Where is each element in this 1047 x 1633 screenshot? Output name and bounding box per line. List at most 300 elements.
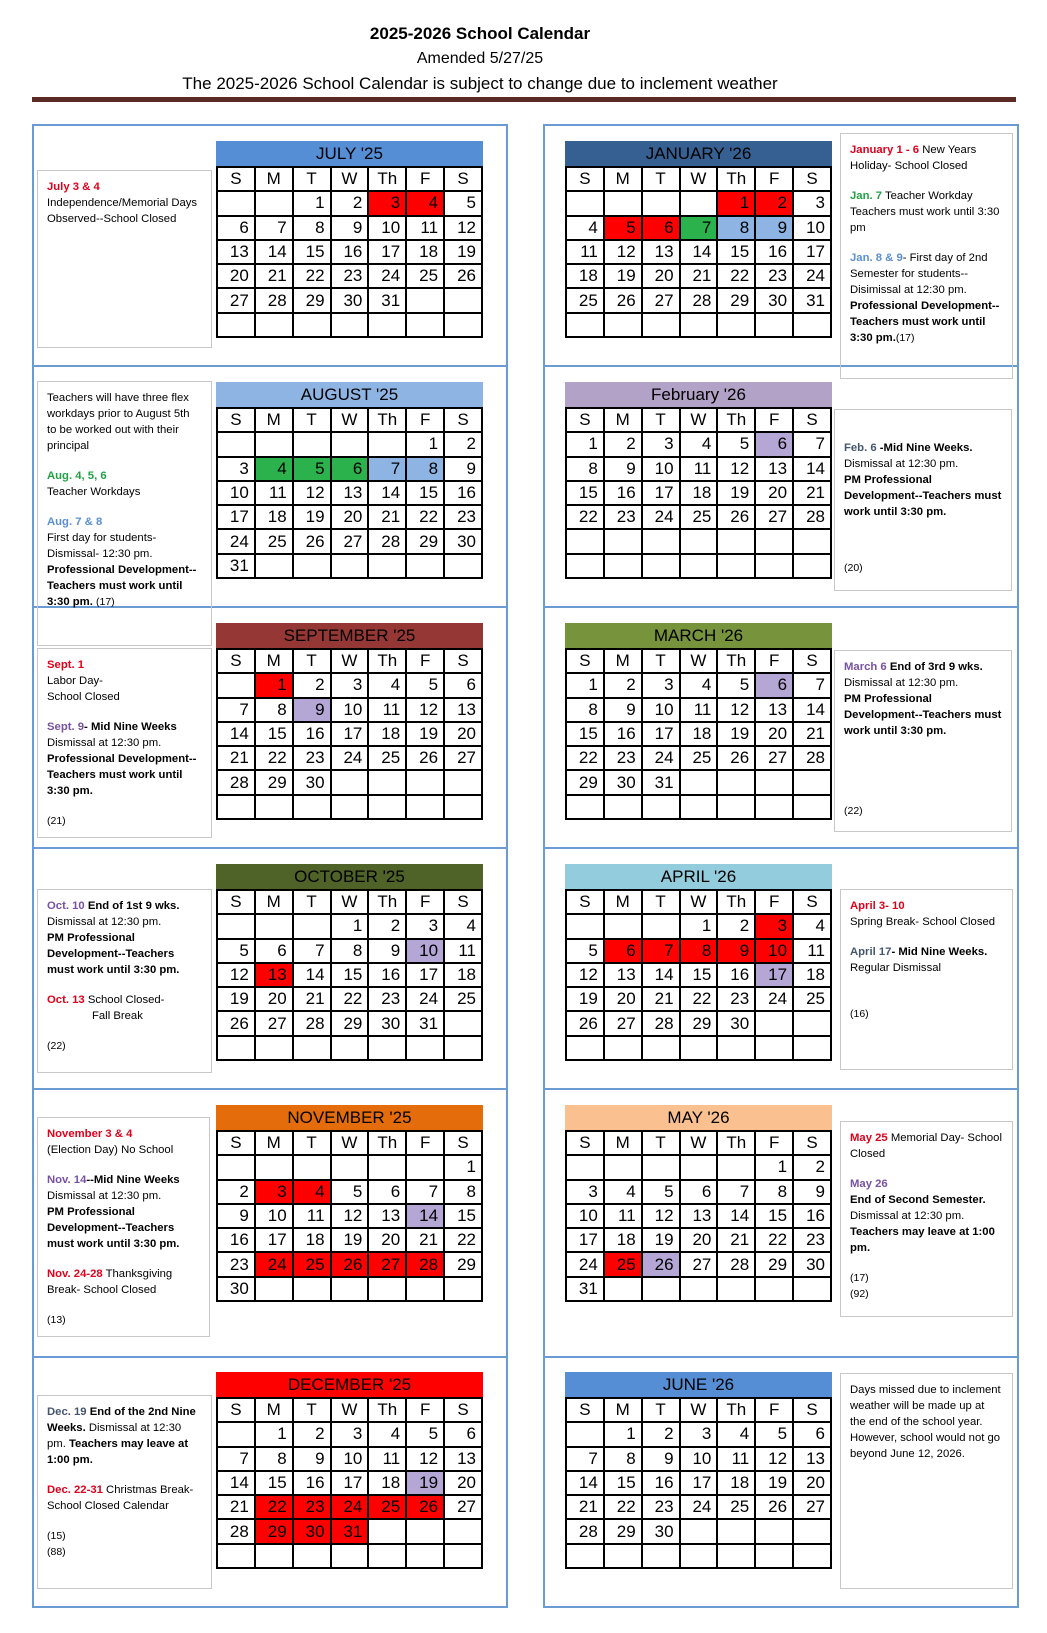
day-cell: 18 bbox=[406, 240, 444, 264]
day-cell: 25 bbox=[604, 1252, 642, 1276]
empty-day-cell bbox=[368, 795, 406, 819]
day-cell: 25 bbox=[680, 505, 718, 529]
note-heading: End of the 2nd Nine Weeks. bbox=[47, 1406, 196, 1434]
day-cell: 26 bbox=[604, 288, 642, 312]
day-cell: 27 bbox=[255, 1011, 293, 1035]
day-cell: 14 bbox=[642, 963, 680, 987]
day-cell: 14 bbox=[566, 1471, 604, 1495]
note-date: Nov. 24-28 bbox=[47, 1268, 103, 1280]
day-cell: 6 bbox=[368, 1180, 406, 1204]
empty-day-cell bbox=[680, 1036, 718, 1060]
calendar-title: 2025-2026 School Calendar bbox=[369, 24, 591, 43]
note-text: PM Professional Development--Teachers must work until 3:30 pm. bbox=[844, 474, 1002, 518]
day-cell: 27 bbox=[444, 1495, 482, 1519]
day-cell: 2 bbox=[368, 914, 406, 938]
day-cell: 26 bbox=[642, 1252, 680, 1276]
day-of-week-header: F bbox=[406, 890, 444, 914]
empty-day-cell bbox=[255, 554, 293, 578]
empty-day-cell bbox=[217, 1155, 255, 1179]
note-date: Aug. 7 & 8 bbox=[47, 516, 103, 528]
empty-day-cell bbox=[793, 795, 831, 819]
day-cell: 27 bbox=[680, 1252, 718, 1276]
day-of-week-header: F bbox=[755, 1398, 793, 1422]
empty-day-cell bbox=[717, 313, 755, 337]
day-of-week-header: T bbox=[293, 408, 331, 432]
day-cell: 8 bbox=[566, 457, 604, 481]
note-heading: End of 1st 9 wks. bbox=[87, 900, 180, 912]
empty-day-cell bbox=[331, 554, 369, 578]
empty-day-cell bbox=[755, 1277, 793, 1301]
day-cell: 24 bbox=[793, 264, 831, 288]
day-cell: 16 bbox=[755, 240, 793, 264]
note-january bbox=[840, 133, 1013, 379]
day-cell: 17 bbox=[566, 1228, 604, 1252]
day-cell: 6 bbox=[444, 673, 482, 697]
day-cell: 3 bbox=[680, 1422, 718, 1446]
day-cell: 11 bbox=[793, 939, 831, 963]
day-cell: 11 bbox=[680, 698, 718, 722]
empty-day-cell bbox=[217, 1544, 255, 1568]
note-date: Dec. 22-31 bbox=[47, 1484, 103, 1496]
day-cell: 1 bbox=[566, 432, 604, 456]
empty-day-cell bbox=[255, 795, 293, 819]
day-cell: 9 bbox=[604, 698, 642, 722]
day-cell: 29 bbox=[566, 770, 604, 794]
day-cell: 11 bbox=[255, 481, 293, 505]
note-text: (Election Day) No School bbox=[47, 1144, 174, 1156]
day-cell: 24 bbox=[566, 1252, 604, 1276]
day-cell: 12 bbox=[717, 698, 755, 722]
empty-day-cell bbox=[368, 432, 406, 456]
note-text: Teachers will have three flex workdays prior to August 5th to be worked out with their principal bbox=[47, 392, 190, 452]
empty-day-cell bbox=[368, 770, 406, 794]
day-cell: 26 bbox=[717, 505, 755, 529]
note-text: Memorial Day- School Closed bbox=[850, 1132, 1002, 1160]
day-of-week-header: Th bbox=[717, 1131, 755, 1155]
empty-day-cell bbox=[406, 554, 444, 578]
day-cell: 30 bbox=[793, 1252, 831, 1276]
day-cell: 23 bbox=[717, 987, 755, 1011]
day-cell: 6 bbox=[642, 216, 680, 240]
day-cell: 11 bbox=[368, 1447, 406, 1471]
note-heading: - Mid Nine Weeks. bbox=[891, 946, 988, 958]
day-of-week-header: S bbox=[566, 1131, 604, 1155]
day-of-week-header: M bbox=[604, 1131, 642, 1155]
note-count: (17) bbox=[895, 332, 915, 344]
day-cell: 29 bbox=[680, 1011, 718, 1035]
day-cell: 9 bbox=[717, 939, 755, 963]
note-date: Dec. 19 bbox=[47, 1406, 87, 1418]
empty-day-cell bbox=[255, 191, 293, 215]
header-divider bbox=[32, 97, 1016, 102]
day-cell: 29 bbox=[331, 1011, 369, 1035]
day-cell: 30 bbox=[217, 1277, 255, 1301]
day-of-week-header: F bbox=[406, 1131, 444, 1155]
day-of-week-header: F bbox=[755, 649, 793, 673]
day-cell: 31 bbox=[566, 1277, 604, 1301]
note-text: - First day of 2nd Semester for students--Disimissal at 12:30 pm. bbox=[850, 252, 988, 296]
empty-day-cell bbox=[255, 1036, 293, 1060]
day-cell: 5 bbox=[717, 432, 755, 456]
day-cell: 23 bbox=[604, 746, 642, 770]
empty-day-cell bbox=[368, 1519, 406, 1543]
day-cell: 11 bbox=[717, 1447, 755, 1471]
day-cell: 24 bbox=[642, 746, 680, 770]
day-of-week-header: S bbox=[793, 649, 831, 673]
day-of-week-header: T bbox=[642, 167, 680, 191]
day-cell: 21 bbox=[217, 746, 255, 770]
day-cell: 4 bbox=[368, 673, 406, 697]
day-cell: 22 bbox=[566, 505, 604, 529]
day-cell: 31 bbox=[331, 1519, 369, 1543]
day-cell: 10 bbox=[793, 216, 831, 240]
empty-day-cell bbox=[217, 795, 255, 819]
day-cell: 30 bbox=[331, 288, 369, 312]
calendar-august bbox=[216, 382, 483, 579]
empty-day-cell bbox=[406, 795, 444, 819]
day-of-week-header: M bbox=[255, 649, 293, 673]
day-cell: 23 bbox=[368, 987, 406, 1011]
empty-day-cell bbox=[680, 770, 718, 794]
day-cell: 1 bbox=[680, 914, 718, 938]
day-cell: 2 bbox=[604, 432, 642, 456]
day-cell: 11 bbox=[680, 457, 718, 481]
day-cell: 18 bbox=[368, 722, 406, 746]
empty-day-cell bbox=[680, 1519, 718, 1543]
empty-day-cell bbox=[680, 554, 718, 578]
day-cell: 24 bbox=[368, 264, 406, 288]
day-cell: 22 bbox=[717, 264, 755, 288]
day-cell: 29 bbox=[604, 1519, 642, 1543]
day-cell: 18 bbox=[717, 1471, 755, 1495]
day-cell: 15 bbox=[566, 722, 604, 746]
empty-day-cell bbox=[331, 1277, 369, 1301]
note-count: (88) bbox=[47, 1546, 66, 1558]
month-title: MAY '26 bbox=[565, 1105, 832, 1130]
day-cell: 27 bbox=[444, 746, 482, 770]
day-cell: 4 bbox=[368, 1422, 406, 1446]
day-cell: 25 bbox=[293, 1252, 331, 1276]
note-august bbox=[37, 381, 212, 646]
day-cell: 21 bbox=[217, 1495, 255, 1519]
day-of-week-header: S bbox=[566, 649, 604, 673]
day-cell: 28 bbox=[217, 770, 255, 794]
day-cell: 18 bbox=[444, 963, 482, 987]
note-october bbox=[37, 889, 212, 1073]
day-cell: 11 bbox=[566, 240, 604, 264]
day-cell: 17 bbox=[255, 1228, 293, 1252]
note-text: PM Professional Development--Teachers must work until 3:30 pm. bbox=[47, 932, 180, 976]
note-heading: - Mid Nine Weeks bbox=[84, 721, 177, 733]
day-of-week-header: M bbox=[255, 167, 293, 191]
day-cell: 19 bbox=[293, 505, 331, 529]
month-title: MARCH '26 bbox=[565, 623, 832, 648]
day-cell: 14 bbox=[368, 481, 406, 505]
day-cell: 21 bbox=[642, 987, 680, 1011]
month-grid bbox=[216, 166, 483, 338]
month-grid bbox=[216, 407, 483, 579]
day-cell: 1 bbox=[331, 914, 369, 938]
day-cell: 10 bbox=[642, 457, 680, 481]
calendar-february bbox=[565, 382, 832, 579]
day-cell: 8 bbox=[293, 216, 331, 240]
note-text: Regular Dismissal bbox=[850, 962, 942, 974]
note-text: Professional Development--Teachers must work until 3:30 pm. bbox=[850, 300, 1000, 344]
note-count: (20) bbox=[844, 562, 863, 574]
empty-day-cell bbox=[255, 1277, 293, 1301]
day-cell: 20 bbox=[331, 505, 369, 529]
day-cell: 17 bbox=[331, 722, 369, 746]
day-cell: 24 bbox=[331, 1495, 369, 1519]
day-of-week-header: T bbox=[293, 1398, 331, 1422]
day-cell: 1 bbox=[566, 673, 604, 697]
day-cell: 23 bbox=[217, 1252, 255, 1276]
empty-day-cell bbox=[217, 1422, 255, 1446]
day-cell: 28 bbox=[406, 1252, 444, 1276]
day-cell: 6 bbox=[255, 939, 293, 963]
day-of-week-header: S bbox=[793, 890, 831, 914]
day-cell: 20 bbox=[444, 1471, 482, 1495]
empty-day-cell bbox=[444, 554, 482, 578]
empty-day-cell bbox=[566, 1422, 604, 1446]
day-cell: 9 bbox=[217, 1204, 255, 1228]
day-cell: 16 bbox=[604, 722, 642, 746]
day-of-week-header: M bbox=[255, 408, 293, 432]
note-heading: End of 3rd 9 wks. bbox=[889, 661, 983, 673]
day-cell: 28 bbox=[566, 1519, 604, 1543]
empty-day-cell bbox=[566, 795, 604, 819]
day-cell: 15 bbox=[566, 481, 604, 505]
empty-day-cell bbox=[642, 914, 680, 938]
empty-day-cell bbox=[642, 554, 680, 578]
empty-day-cell bbox=[793, 313, 831, 337]
day-cell: 23 bbox=[642, 1495, 680, 1519]
day-cell: 21 bbox=[406, 1228, 444, 1252]
note-text: Christmas Break- School Closed Calendar bbox=[47, 1484, 194, 1512]
day-cell: 19 bbox=[217, 987, 255, 1011]
empty-day-cell bbox=[217, 432, 255, 456]
day-cell: 18 bbox=[293, 1228, 331, 1252]
day-of-week-header: S bbox=[217, 890, 255, 914]
note-text: First day for students-Dismissal- 12:30 pm. bbox=[47, 532, 157, 560]
day-cell: 25 bbox=[680, 746, 718, 770]
day-cell: 31 bbox=[793, 288, 831, 312]
day-cell: 10 bbox=[680, 1447, 718, 1471]
empty-day-cell bbox=[642, 313, 680, 337]
day-of-week-header: F bbox=[755, 1131, 793, 1155]
day-cell: 2 bbox=[717, 914, 755, 938]
day-of-week-header: W bbox=[680, 649, 718, 673]
day-cell: 23 bbox=[293, 1495, 331, 1519]
day-cell: 17 bbox=[406, 963, 444, 987]
day-cell: 2 bbox=[604, 673, 642, 697]
day-cell: 22 bbox=[255, 746, 293, 770]
empty-day-cell bbox=[642, 191, 680, 215]
month-grid bbox=[565, 889, 832, 1061]
day-cell: 21 bbox=[717, 1228, 755, 1252]
calendar-subtitle: The 2025-2026 School Calendar is subject to change due to inclement weather bbox=[182, 74, 778, 93]
day-cell: 28 bbox=[793, 505, 831, 529]
empty-day-cell bbox=[331, 1544, 369, 1568]
day-of-week-header: T bbox=[642, 649, 680, 673]
day-cell: 31 bbox=[368, 288, 406, 312]
day-cell: 12 bbox=[755, 1447, 793, 1471]
day-of-week-header: W bbox=[331, 1398, 369, 1422]
empty-day-cell bbox=[717, 554, 755, 578]
note-count: (92) bbox=[850, 1288, 869, 1300]
day-cell: 13 bbox=[444, 698, 482, 722]
empty-day-cell bbox=[444, 1011, 482, 1035]
day-cell: 26 bbox=[406, 1495, 444, 1519]
day-cell: 24 bbox=[331, 746, 369, 770]
day-cell: 20 bbox=[217, 264, 255, 288]
empty-day-cell bbox=[642, 529, 680, 553]
day-cell: 5 bbox=[406, 673, 444, 697]
day-cell: 1 bbox=[255, 1422, 293, 1446]
day-of-week-header: Th bbox=[717, 649, 755, 673]
day-cell: 7 bbox=[368, 457, 406, 481]
empty-day-cell bbox=[755, 770, 793, 794]
note-date: Feb. 6 bbox=[844, 442, 877, 454]
day-cell: 13 bbox=[755, 698, 793, 722]
day-of-week-header: S bbox=[444, 649, 482, 673]
day-cell: 17 bbox=[793, 240, 831, 264]
day-cell: 15 bbox=[406, 481, 444, 505]
calendar-december bbox=[216, 1372, 483, 1569]
empty-day-cell bbox=[566, 313, 604, 337]
empty-day-cell bbox=[444, 1277, 482, 1301]
day-of-week-header: Th bbox=[368, 649, 406, 673]
day-cell: 22 bbox=[680, 987, 718, 1011]
day-cell: 30 bbox=[293, 770, 331, 794]
day-cell: 15 bbox=[755, 1204, 793, 1228]
day-cell: 14 bbox=[717, 1204, 755, 1228]
day-cell: 21 bbox=[566, 1495, 604, 1519]
empty-day-cell bbox=[680, 529, 718, 553]
day-of-week-header: T bbox=[293, 649, 331, 673]
day-cell: 17 bbox=[217, 505, 255, 529]
day-cell: 15 bbox=[255, 1471, 293, 1495]
day-cell: 16 bbox=[293, 722, 331, 746]
empty-day-cell bbox=[793, 529, 831, 553]
note-date: April 17 bbox=[850, 946, 892, 958]
note-text: School Closed bbox=[47, 691, 120, 703]
day-cell: 24 bbox=[680, 1495, 718, 1519]
empty-day-cell bbox=[566, 914, 604, 938]
day-cell: 4 bbox=[406, 191, 444, 215]
empty-day-cell bbox=[793, 554, 831, 578]
month-title: February '26 bbox=[565, 382, 832, 407]
day-cell: 7 bbox=[217, 698, 255, 722]
day-of-week-header: M bbox=[255, 890, 293, 914]
note-text: Spring Break- School Closed bbox=[850, 916, 996, 928]
empty-day-cell bbox=[444, 770, 482, 794]
day-cell: 25 bbox=[717, 1495, 755, 1519]
note-date: Jan. 7 bbox=[850, 190, 883, 202]
empty-day-cell bbox=[604, 914, 642, 938]
empty-day-cell bbox=[755, 795, 793, 819]
empty-day-cell bbox=[717, 1277, 755, 1301]
day-cell: 19 bbox=[717, 481, 755, 505]
day-cell: 18 bbox=[255, 505, 293, 529]
day-cell: 18 bbox=[566, 264, 604, 288]
empty-day-cell bbox=[406, 1277, 444, 1301]
note-count: (17) bbox=[850, 1272, 869, 1284]
day-cell: 25 bbox=[566, 288, 604, 312]
day-cell: 14 bbox=[680, 240, 718, 264]
day-cell: 21 bbox=[793, 481, 831, 505]
day-cell: 12 bbox=[293, 481, 331, 505]
day-of-week-header: W bbox=[331, 1131, 369, 1155]
day-cell: 7 bbox=[406, 1180, 444, 1204]
day-of-week-header: M bbox=[604, 1398, 642, 1422]
day-cell: 13 bbox=[217, 240, 255, 264]
empty-day-cell bbox=[793, 770, 831, 794]
day-of-week-header: W bbox=[680, 408, 718, 432]
note-text: Days missed due to inclement weather will be made up at the end of the school year. However, school would not go beyond June 12, 2026. bbox=[850, 1384, 1001, 1460]
day-cell: 1 bbox=[293, 191, 331, 215]
day-cell: 19 bbox=[331, 1228, 369, 1252]
note-count: (17) bbox=[95, 596, 115, 608]
empty-day-cell bbox=[368, 1544, 406, 1568]
day-cell: 30 bbox=[604, 770, 642, 794]
day-cell: 15 bbox=[604, 1471, 642, 1495]
note-text: Fall Break bbox=[92, 1010, 143, 1022]
day-of-week-header: W bbox=[331, 649, 369, 673]
day-cell: 17 bbox=[331, 1471, 369, 1495]
day-cell: 21 bbox=[255, 264, 293, 288]
day-cell: 29 bbox=[255, 770, 293, 794]
note-text: Dismissal at 12:30 pm. bbox=[850, 1210, 965, 1222]
empty-day-cell bbox=[255, 313, 293, 337]
empty-day-cell bbox=[755, 1544, 793, 1568]
note-text: Dismissal at 12:30 pm. bbox=[47, 1422, 182, 1450]
day-cell: 10 bbox=[406, 939, 444, 963]
day-cell: 8 bbox=[255, 1447, 293, 1471]
day-cell: 31 bbox=[217, 554, 255, 578]
empty-day-cell bbox=[604, 1544, 642, 1568]
empty-day-cell bbox=[566, 1036, 604, 1060]
day-cell: 29 bbox=[755, 1252, 793, 1276]
empty-day-cell bbox=[755, 529, 793, 553]
day-cell: 25 bbox=[368, 746, 406, 770]
day-of-week-header: Th bbox=[368, 1131, 406, 1155]
day-cell: 12 bbox=[331, 1204, 369, 1228]
day-of-week-header: Th bbox=[368, 1398, 406, 1422]
day-cell: 9 bbox=[444, 457, 482, 481]
day-cell: 19 bbox=[406, 722, 444, 746]
day-cell: 1 bbox=[717, 191, 755, 215]
month-grid bbox=[216, 889, 483, 1061]
day-of-week-header: W bbox=[331, 890, 369, 914]
day-of-week-header: F bbox=[406, 167, 444, 191]
day-cell: 20 bbox=[255, 987, 293, 1011]
day-of-week-header: Th bbox=[717, 1398, 755, 1422]
day-cell: 22 bbox=[755, 1228, 793, 1252]
empty-day-cell bbox=[680, 191, 718, 215]
day-cell: 20 bbox=[755, 722, 793, 746]
empty-day-cell bbox=[368, 1036, 406, 1060]
empty-day-cell bbox=[444, 313, 482, 337]
day-cell: 10 bbox=[642, 698, 680, 722]
day-cell: 4 bbox=[793, 914, 831, 938]
note-july bbox=[37, 170, 212, 348]
day-cell: 20 bbox=[604, 987, 642, 1011]
day-cell: 19 bbox=[406, 1471, 444, 1495]
day-cell: 3 bbox=[331, 673, 369, 697]
note-text: PM Professional Development--Teachers must work until 3:30 pm. bbox=[47, 1206, 180, 1250]
note-date: January 1 - 6 bbox=[850, 144, 920, 156]
